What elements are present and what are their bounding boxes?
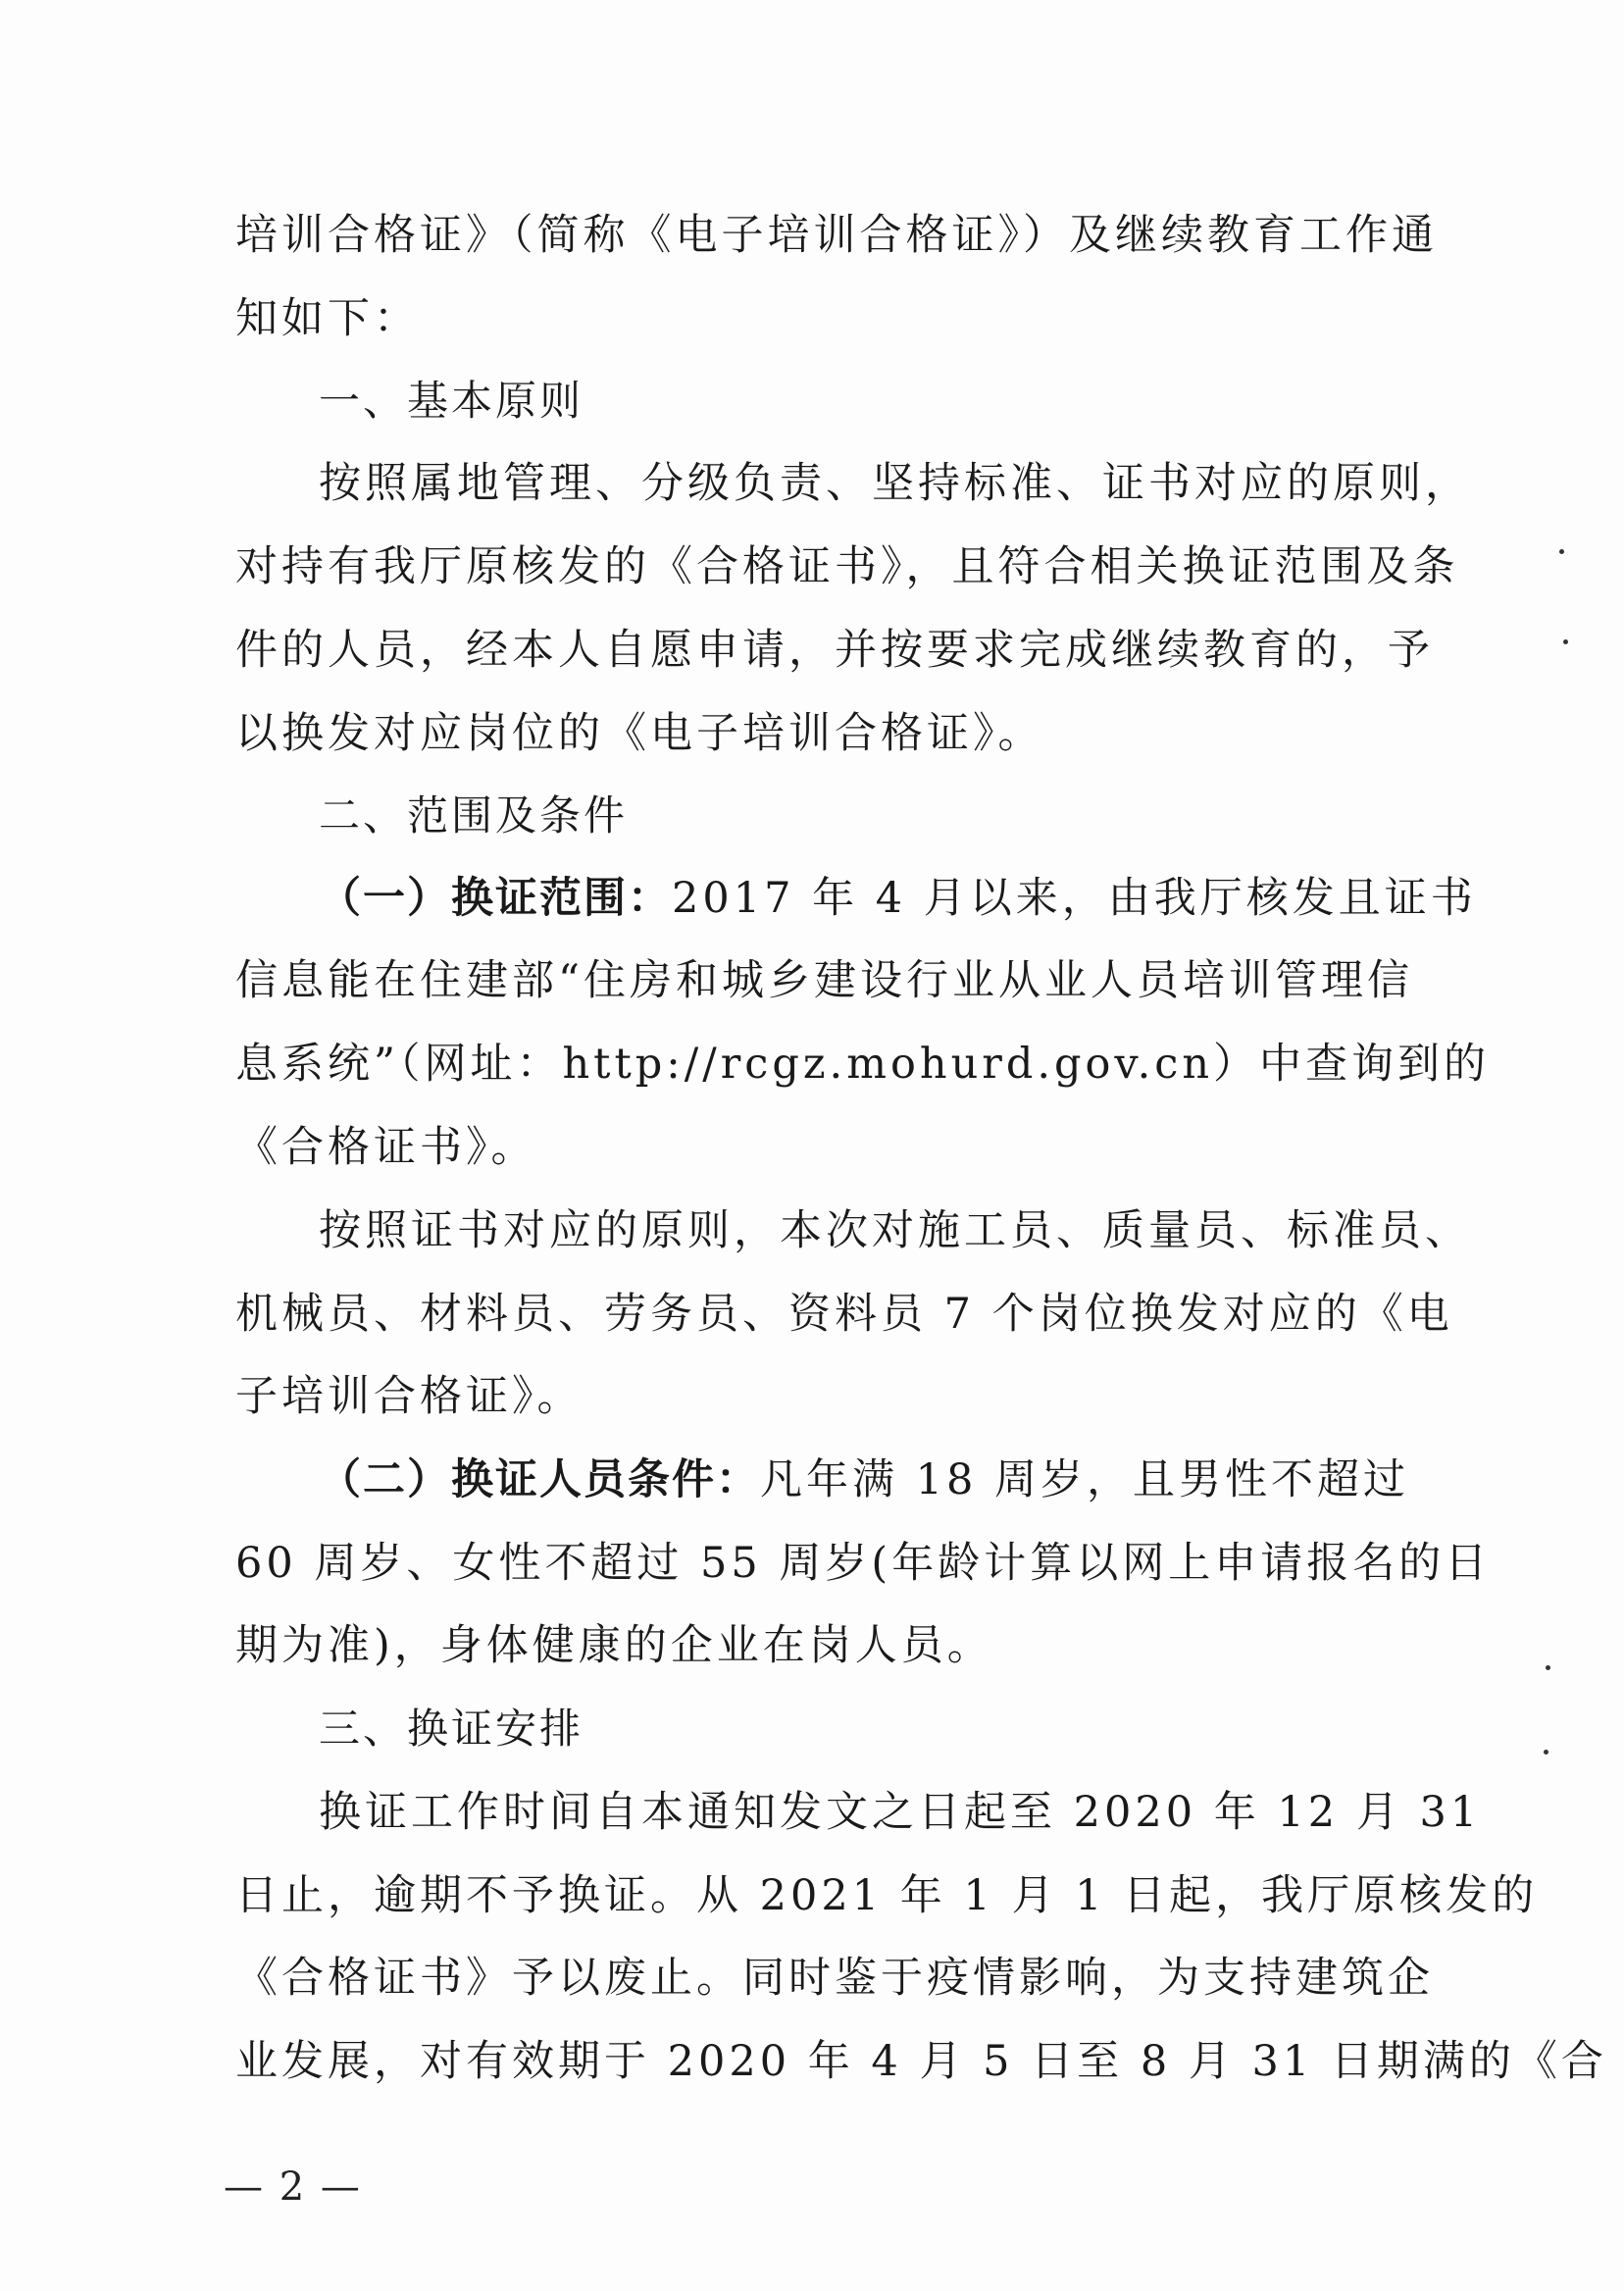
page-number: — 2 — <box>224 2164 362 2210</box>
conditions-text-start: 凡年满 18 周岁，且男性不超过 <box>760 1455 1410 1504</box>
scan-speck <box>1546 1665 1550 1670</box>
section-heading-1: 一、基本原则 <box>319 377 584 425</box>
body-line-12: 《合格证书》。 <box>235 1123 537 1172</box>
body-line-18: 期为准)，身体健康的企业在岗人员。 <box>235 1621 993 1670</box>
body-line-11: 息系统”（网址：http://rcgz.mohurd.gov.cn）中查询到的 <box>235 1040 1491 1089</box>
sub-heading-conditions: （二）换证人员条件： <box>319 1455 760 1504</box>
section-heading-2: 二、范围及条件 <box>319 791 629 840</box>
body-line-20: 换证工作时间自本通知发文之日起至 2020 年 12 月 31 <box>319 1788 1482 1837</box>
body-line-5: 对持有我厅原核发的《合格证书》，且符合相关换证范围及条 <box>235 542 1459 591</box>
body-line-4: 按照属地管理、分级负责、坚持标准、证书对应的原则， <box>319 459 1471 508</box>
body-line-23: 业发展，对有效期于 2020 年 4 月 5 日至 8 月 31 日期满的《合 <box>235 2037 1607 2086</box>
scan-speck <box>1559 549 1564 554</box>
scope-text-start: 2017 年 4 月以来，由我厅核发且证书 <box>672 874 1477 923</box>
body-line-7: 以换发对应岗位的《电子培训合格证》。 <box>235 709 1044 758</box>
body-line-17: 60 周岁、女性不超过 55 周岁(年龄计算以网上申请报名的日 <box>235 1539 1492 1588</box>
sub-heading-scope: （一）换证范围： <box>319 874 672 923</box>
body-line-22: 《合格证书》予以废止。同时鉴于疫情影响，为支持建筑企 <box>235 1954 1434 2003</box>
body-line-2: 知如下： <box>235 294 420 343</box>
body-line-16 <box>319 1452 1410 1507</box>
section-heading-3: 三、换证安排 <box>319 1705 584 1753</box>
body-line-21: 日止，逾期不予换证。从 2021 年 1 月 1 日起，我厅原核发的 <box>235 1871 1539 1920</box>
body-line-6: 件的人员，经本人自愿申请，并按要求完成继续教育的，予 <box>235 626 1434 675</box>
body-line-15: 子培训合格证》。 <box>235 1372 584 1421</box>
body-line-14: 机械员、材料员、劳务员、资料员 7 个岗位换发对应的《电 <box>235 1290 1453 1339</box>
scan-speck <box>1563 639 1568 644</box>
scan-speck <box>1544 1750 1548 1755</box>
body-line-1: 培训合格证》（简称《电子培训合格证》）及继续教育工作通 <box>235 211 1438 260</box>
body-line-9 <box>319 871 1477 926</box>
body-line-10: 信息能在住建部“住房和城乡建设行业从业人员培训管理信 <box>235 956 1413 1005</box>
body-line-13: 按照证书对应的原则，本次对施工员、质量员、标准员、 <box>319 1206 1471 1255</box>
